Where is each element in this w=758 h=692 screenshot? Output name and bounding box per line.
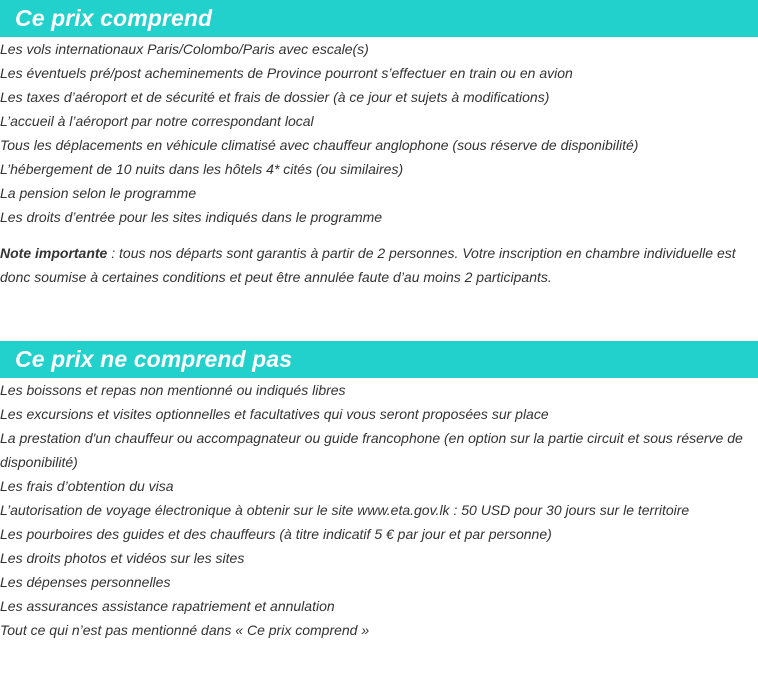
list-item: Les éventuels pré/post acheminements de Province pourront s’effectuer en train ou en avion <box>0 65 573 81</box>
list-item: La pension selon le programme <box>0 185 197 201</box>
includes-header <box>0 0 758 37</box>
note-text: : tous nos départs sont garantis à partir de 2 personnes. Votre inscription en chambre individuelle est donc soumise à certaines conditions et peut être annulée faute d’au moins 2 participants. <box>0 245 736 285</box>
list-item: Les frais d’obtention du visa <box>0 478 174 494</box>
excludes-section <box>0 341 758 642</box>
excludes-list <box>0 378 758 642</box>
includes-title: Ce prix comprend <box>15 5 213 31</box>
list-item: Les droits d’entrée pour les sites indiqués dans le programme <box>0 209 383 225</box>
list-item: Les droits photos et vidéos sur les sites <box>0 550 245 566</box>
list-item: Les taxes d’aéroport et de sécurité et frais de dossier (à ce jour et sujets à modifications) <box>0 89 550 105</box>
list-item: Les dépenses personnelles <box>0 574 171 590</box>
list-item: Les excursions et visites optionnelles et facultatives qui vous seront proposées sur place <box>0 406 549 422</box>
list-item: L’hébergement de 10 nuits dans les hôtels 4* cités (ou similaires) <box>0 161 404 177</box>
note-label: Note importante <box>0 245 108 261</box>
list-item: La prestation d'un chauffeur ou accompagnateur ou guide francophone (en option sur la partie circuit et sous réserve de disponibilité) <box>0 430 743 470</box>
list-item: Les vols internationaux Paris/Colombo/Paris avec escale(s) <box>0 41 369 57</box>
list-item: Les pourboires des guides et des chauffeurs (à titre indicatif 5 € par jour et par personne) <box>0 526 552 542</box>
important-note <box>0 241 758 289</box>
excludes-title: Ce prix ne comprend pas <box>15 346 293 372</box>
list-item: Les boissons et repas non mentionné ou indiqués libres <box>0 382 346 398</box>
includes-list <box>0 37 758 229</box>
excludes-header <box>0 341 758 378</box>
list-item: L’autorisation de voyage électronique à obtenir sur le site www.eta.gov.lk : 50 USD pour 30 jours sur le territoire <box>0 502 690 518</box>
list-item: Les assurances assistance rapatriement et annulation <box>0 598 335 614</box>
includes-section <box>0 0 758 289</box>
list-item: L’accueil à l’aéroport par notre correspondant local <box>0 113 314 129</box>
list-item: Tous les déplacements en véhicule climatisé avec chauffeur anglophone (sous réserve de disponibilité) <box>0 137 639 153</box>
list-item: Tout ce qui n’est pas mentionné dans « Ce prix comprend » <box>0 622 370 638</box>
